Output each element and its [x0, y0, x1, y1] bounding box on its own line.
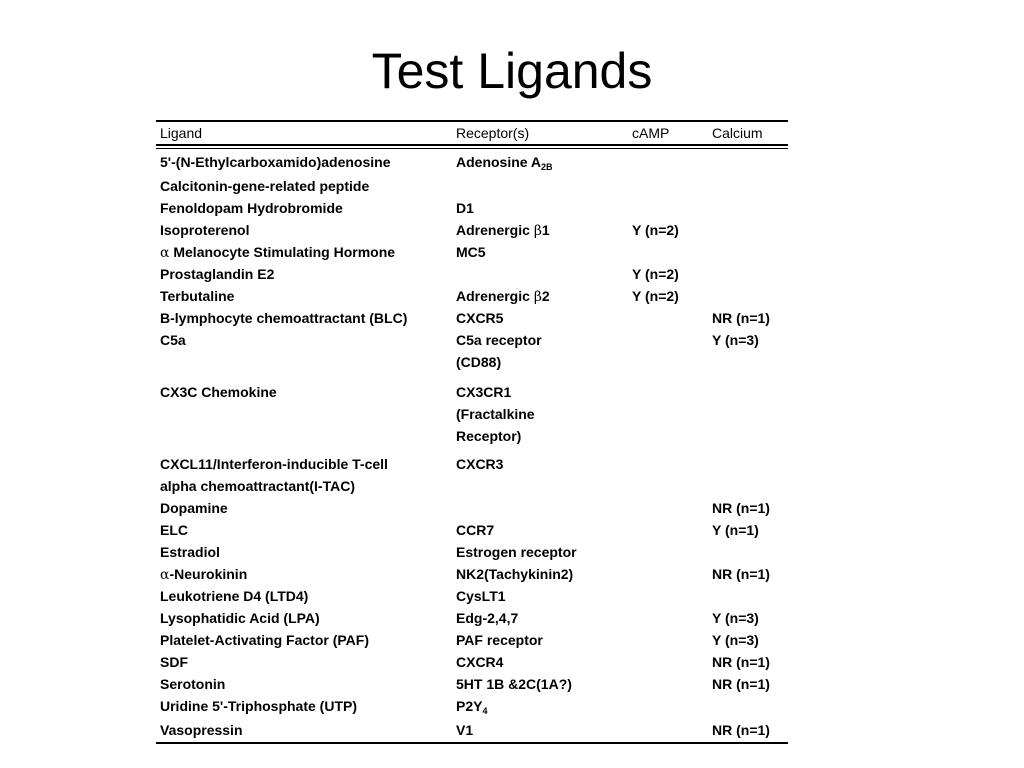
ligand-line: CXCL11/Interferon-inducible T-cell — [160, 456, 388, 472]
receptor-line: (CD88) — [456, 354, 502, 370]
column-header-camp: cAMP — [632, 125, 670, 141]
calcium-cell: Y (n=1) — [712, 522, 759, 538]
receptor-cell — [456, 219, 626, 242]
receptor-suffix: 2 — [541, 288, 550, 304]
ligand-cell: SDF — [160, 654, 188, 670]
receptor-cell: PAF receptor — [456, 632, 543, 648]
table-row — [156, 197, 788, 219]
camp-cell: Y (n=2) — [632, 266, 679, 282]
receptor-cell: 5HT 1B &2C(1A?) — [456, 676, 572, 692]
receptor-line: Receptor) — [456, 428, 522, 444]
table-row — [156, 453, 788, 497]
receptor-subscript: 2B — [541, 162, 553, 172]
ligand-cell — [160, 563, 450, 586]
beta-symbol: β — [533, 223, 542, 239]
receptor-cell: Edg-2,4,7 — [456, 610, 519, 626]
ligand-text: -Neurokinin — [169, 566, 248, 582]
table-row — [156, 151, 788, 175]
receptor-cell: MC5 — [456, 244, 486, 260]
table-row — [156, 175, 788, 197]
table-row — [156, 563, 788, 585]
table-row — [156, 607, 788, 629]
ligand-cell: Calcitonin-gene-related peptide — [160, 178, 370, 194]
slide-title: Test Ligands — [371, 43, 653, 99]
ligand-cell: Terbutaline — [160, 288, 235, 304]
receptor-line: C5a receptor — [456, 332, 542, 348]
ligand-cell: Serotonin — [160, 676, 226, 692]
table-row — [156, 497, 788, 519]
ligand-cell: CX3C Chemokine — [160, 384, 277, 400]
ligand-cell: Estradiol — [160, 544, 220, 560]
table-row — [156, 381, 788, 453]
table-row — [156, 585, 788, 607]
calcium-cell: Y (n=3) — [712, 332, 759, 348]
receptor-suffix: 1 — [541, 222, 550, 238]
ligand-cell — [160, 453, 450, 497]
table-row — [156, 629, 788, 651]
receptor-line: CX3CR1 — [456, 384, 512, 400]
ligand-line: alpha chemoattractant(I-TAC) — [160, 478, 355, 494]
table-row — [156, 263, 788, 285]
alpha-symbol: α — [160, 245, 170, 261]
calcium-cell: NR (n=1) — [712, 722, 770, 738]
ligand-cell: Dopamine — [160, 500, 228, 516]
camp-cell: Y (n=2) — [632, 288, 679, 304]
calcium-cell: NR (n=1) — [712, 500, 770, 516]
receptor-cell: CXCR3 — [456, 456, 504, 472]
ligand-cell: Vasopressin — [160, 722, 243, 738]
calcium-cell: NR (n=1) — [712, 676, 770, 692]
column-header-receptor: Receptor(s) — [456, 125, 530, 141]
table-header-row — [156, 122, 788, 144]
ligand-cell: Isoproterenol — [160, 222, 250, 238]
table-row — [156, 695, 788, 719]
receptor-cell — [456, 329, 626, 373]
receptor-text: P2Y — [456, 698, 483, 714]
column-header-ligand: Ligand — [160, 125, 203, 141]
table-row — [156, 651, 788, 673]
ligand-cell: Leukotriene D4 (LTD4) — [160, 588, 309, 604]
alpha-symbol: α — [160, 567, 170, 583]
ligand-cell: Fenoldopam Hydrobromide — [160, 200, 343, 216]
camp-cell: Y (n=2) — [632, 222, 679, 238]
table-row — [156, 541, 788, 563]
table-row — [156, 673, 788, 695]
table-row — [156, 329, 788, 381]
receptor-cell: CXCR5 — [456, 310, 504, 326]
table-row — [156, 307, 788, 329]
receptor-line: (Fractalkine — [456, 406, 535, 422]
table-row — [156, 285, 788, 307]
calcium-cell: Y (n=3) — [712, 610, 759, 626]
table-bottom-rule — [156, 742, 788, 744]
receptor-subscript: 4 — [482, 706, 488, 716]
receptor-cell: D1 — [456, 200, 474, 216]
ligand-cell: 5'-(N-Ethylcarboxamido)adenosine — [160, 154, 391, 170]
calcium-cell: NR (n=1) — [712, 566, 770, 582]
ligand-cell: ELC — [160, 522, 188, 538]
calcium-cell: Y (n=3) — [712, 632, 759, 648]
ligand-cell: Lysophatidic Acid (LPA) — [160, 610, 320, 626]
receptor-cell: V1 — [456, 722, 474, 738]
ligand-text: Melanocyte Stimulating Hormone — [169, 244, 396, 260]
receptor-cell — [456, 285, 626, 308]
ligand-cell — [160, 241, 450, 264]
beta-symbol: β — [533, 289, 542, 305]
receptor-cell — [456, 695, 626, 722]
table-row — [156, 241, 788, 263]
table-row — [156, 519, 788, 541]
ligand-cell: B-lymphocyte chemoattractant (BLC) — [160, 310, 408, 326]
receptor-cell: CCR7 — [456, 522, 495, 538]
ligand-cell: Uridine 5'-Triphosphate (UTP) — [160, 698, 358, 714]
receptor-cell — [456, 381, 626, 447]
table-row — [156, 719, 788, 741]
ligand-cell: Prostaglandin E2 — [160, 266, 275, 282]
column-header-calcium: Calcium — [712, 125, 763, 141]
receptor-cell — [456, 151, 626, 178]
receptor-text: Adenosine A — [456, 154, 542, 170]
receptor-prefix: Adrenergic — [456, 288, 534, 304]
ligand-cell: Platelet-Activating Factor (PAF) — [160, 632, 369, 648]
table-body — [156, 149, 788, 741]
receptor-cell: CXCR4 — [456, 654, 504, 670]
receptor-cell: NK2(Tachykinin2) — [456, 566, 574, 582]
receptor-cell: Estrogen receptor — [456, 544, 577, 560]
receptor-cell: CysLT1 — [456, 588, 506, 604]
calcium-cell: NR (n=1) — [712, 654, 770, 670]
ligand-cell: C5a — [160, 332, 186, 348]
table-row — [156, 219, 788, 241]
ligand-table — [156, 120, 788, 744]
receptor-prefix: Adrenergic — [456, 222, 534, 238]
calcium-cell: NR (n=1) — [712, 310, 770, 326]
